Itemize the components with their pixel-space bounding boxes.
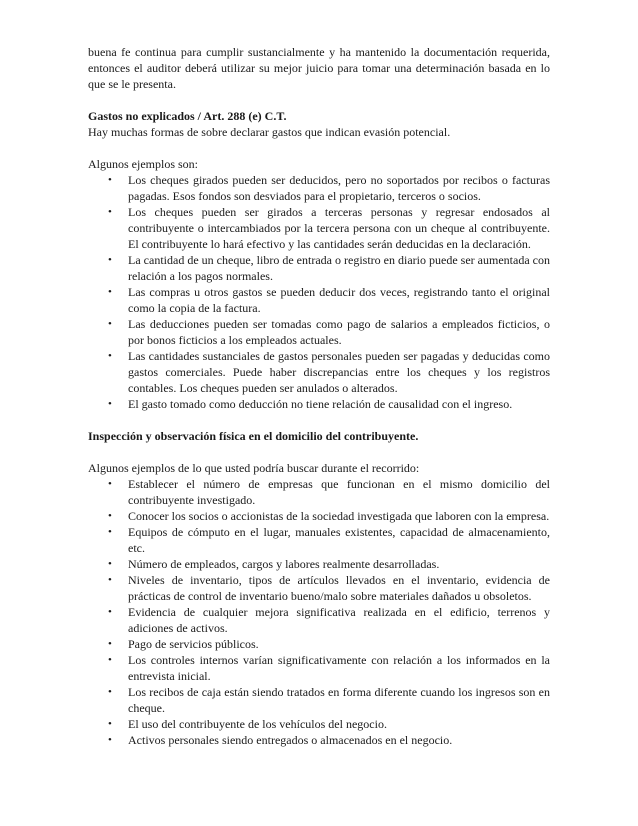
bullet-icon: • [108,254,112,266]
list-item: • Niveles de inventario, tipos de artículos llevados en el inventario, evidencia de prácticas de control de inventario bueno/malo sobre materiales dañados u obsoletos. [108,573,550,603]
list-item: • El uso del contribuyente de los vehículos del negocio. [108,717,387,731]
bullet-icon: • [108,718,112,730]
list-item: • Las deducciones pueden ser tomadas como pago de salarios a empleados ficticios, o por bonos ficticios a los empleados actuales. [108,317,550,347]
list-item: • Las cantidades sustanciales de gastos personales pueden ser pagadas y deducidas como gastos comerciales. Puede haber discrepancias entre los cheques y los registros contables. Los cheques pueden ser anulados o alterados. [108,349,550,395]
examples-lead: Algunos ejemplos son: [88,157,198,171]
section-heading-inspeccion: Inspección y observación física en el domicilio del contribuyente. [88,429,419,443]
list-item: • El gasto tomado como deducción no tiene relación de causalidad con el ingreso. [108,397,513,411]
bullet-icon: • [108,478,112,490]
bullet-icon: • [108,734,112,746]
list-item: • Los cheques pueden ser girados a terceras personas y regresar endosados al contribuyente o intercambiados por la tercera persona con un cheque al contribuyente. El contribuyente lo hará efectivo y las cantidades serán deducidas en la declaración. [108,205,550,251]
list-item: • Evidencia de cualquier mejora significativa realizada en el edificio, terrenos y adiciones de activos. [108,605,550,635]
bullet-icon: • [108,510,112,522]
list-item: • Las compras u otros gastos se pueden deducir dos veces, registrando tanto el original como la copia de la factura. [108,285,550,315]
bullet-icon: • [108,558,112,570]
bullet-icon: • [108,654,112,666]
bullet-icon: • [108,398,112,410]
intro-paragraph: buena fe continua para cumplir sustancialmente y ha mantenido la documentación requerida, entonces el auditor deberá utilizar su mejor juicio para tomar una determinación basada en lo que se le presenta. [88,45,550,91]
inspection-lead: Algunos ejemplos de lo que usted podría buscar durante el recorrido: [88,461,420,475]
bullet-icon: • [108,318,112,330]
bullet-icon: • [108,686,112,698]
list-item: • Los cheques girados pueden ser deducidos, pero no soportados por recibos o facturas pagadas. Esos fondos son desviados para el propietario, terceros o socios. [108,173,550,203]
section-heading-gastos: Gastos no explicados / Art. 288 (e) C.T. [88,109,287,123]
list-item: • Establecer el número de empresas que funcionan en el mismo domicilio del contribuyente investigado. [108,477,550,507]
bullet-icon: • [108,526,112,538]
list-item: • Pago de servicios públicos. [108,637,259,651]
gastos-examples-list [88,172,550,412]
list-item: • La cantidad de un cheque, libro de entrada o registro en diario puede ser aumentada con relación a los pagos normales. [108,253,550,283]
bullet-icon: • [108,286,112,298]
list-item: • Conocer los socios o accionistas de la sociedad investigada que laboren con la empresa. [108,509,550,523]
bullet-icon: • [108,606,112,618]
list-item: • Activos personales siendo entregados o almacenados en el negocio. [108,733,453,747]
list-item: • Equipos de cómputo en el lugar, manuales existentes, capacidad de almacenamiento, etc. [108,525,550,555]
bullet-icon: • [108,174,112,186]
bullet-icon: • [108,206,112,218]
list-item: • Los recibos de caja están siendo tratados en forma diferente cuando los ingresos son en cheque. [108,685,550,715]
list-item: • Los controles internos varían significativamente con relación a los informados en la entrevista inicial. [108,653,550,683]
inspection-examples-list [88,476,550,748]
bullet-icon: • [108,350,112,362]
list-item: • Número de empleados, cargos y labores realmente desarrolladas. [108,557,440,571]
bullet-icon: • [108,638,112,650]
section-subtitle-gastos: Hay muchas formas de sobre declarar gastos que indican evasión potencial. [88,125,451,139]
bullet-icon: • [108,574,112,586]
